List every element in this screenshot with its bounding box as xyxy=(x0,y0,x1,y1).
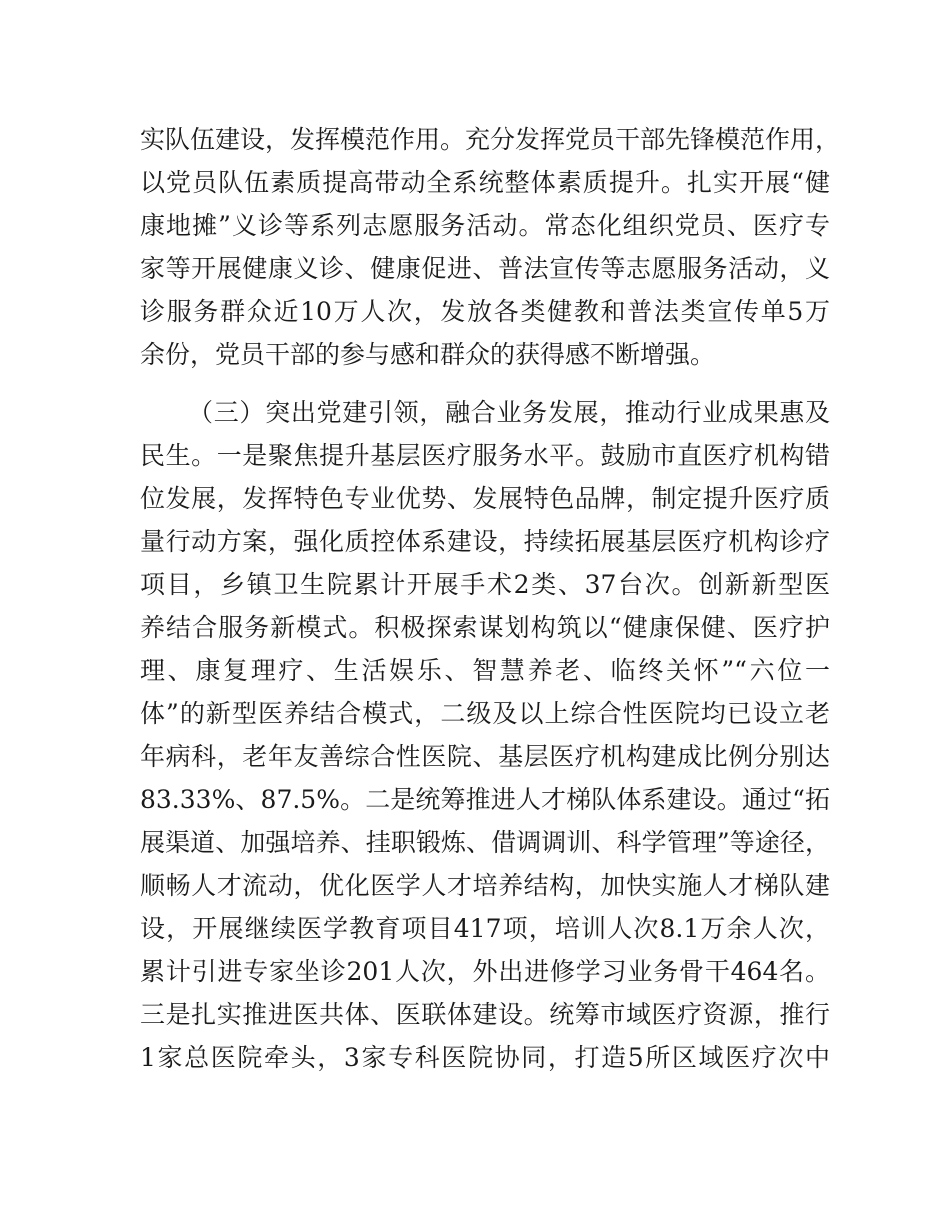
text-line: 量行动方案，强化质控体系建设，持续拓展基层医疗机构诊疗 xyxy=(140,527,830,556)
text-line: 养结合服务新模式。积极探索谋划构筑以“健康保健、医疗护 xyxy=(140,613,830,642)
text-line: 年病科，老年友善综合性医院、基层医疗机构建成比例分别达 xyxy=(140,742,830,771)
text-line: 家等开展健康义诊、健康促进、普法宣传等志愿服务活动，义 xyxy=(140,254,830,283)
text-line: 设，开展继续医学教育项目417项，培训人次8.1万余人次， xyxy=(140,914,830,943)
text-line: 余份，党员干部的参与感和群众的获得感不断增强。 xyxy=(140,340,716,369)
text-line: 民生。一是聚焦提升基层医疗服务水平。鼓励市直医疗机构错 xyxy=(140,441,830,470)
text-line: 实队伍建设，发挥模范作用。充分发挥党员干部先锋模范作用， xyxy=(140,125,841,154)
text-line: 顺畅人才流动，优化医学人才培养结构，加快实施人才梯队建 xyxy=(140,871,830,900)
text-line: 1家总医院牵头，3家专科医院协同，打造5所区域医疗次中 xyxy=(140,1043,830,1072)
text-line: 诊服务群众近10万人次，发放各类健教和普法类宣传单5万 xyxy=(140,297,830,326)
text-line: 项目，乡镇卫生院累计开展手术2类、37台次。创新新型医 xyxy=(140,570,830,599)
section-heading-line: （三）突出党建引领，融合业务发展，推动行业成果惠及 xyxy=(188,398,830,427)
text-line: 累计引进专家坐诊201人次，外出进修学习业务骨干464名。 xyxy=(140,957,830,986)
text-line: 展渠道、加强培养、挂职锻炼、借调调训、科学管理”等途径， xyxy=(140,828,830,857)
text-line: 理、康复理疗、生活娱乐、智慧养老、临终关怀”“六位一 xyxy=(140,656,830,685)
text-line: 三是扎实推进医共体、医联体建设。统筹市域医疗资源，推行 xyxy=(140,1000,830,1029)
text-line: 康地摊”义诊等系列志愿服务活动。常态化组织党员、医疗专 xyxy=(140,211,830,240)
text-line: 位发展，发挥特色专业优势、发展特色品牌，制定提升医疗质 xyxy=(140,484,830,513)
text-line: 体”的新型医养结合模式，二级及以上综合性医院均已设立老 xyxy=(140,699,830,728)
text-line: 83.33%、87.5%。二是统筹推进人才梯队体系建设。通过“拓 xyxy=(140,785,830,814)
text-line: 以党员队伍素质提高带动全系统整体素质提升。扎实开展“健 xyxy=(140,168,830,197)
